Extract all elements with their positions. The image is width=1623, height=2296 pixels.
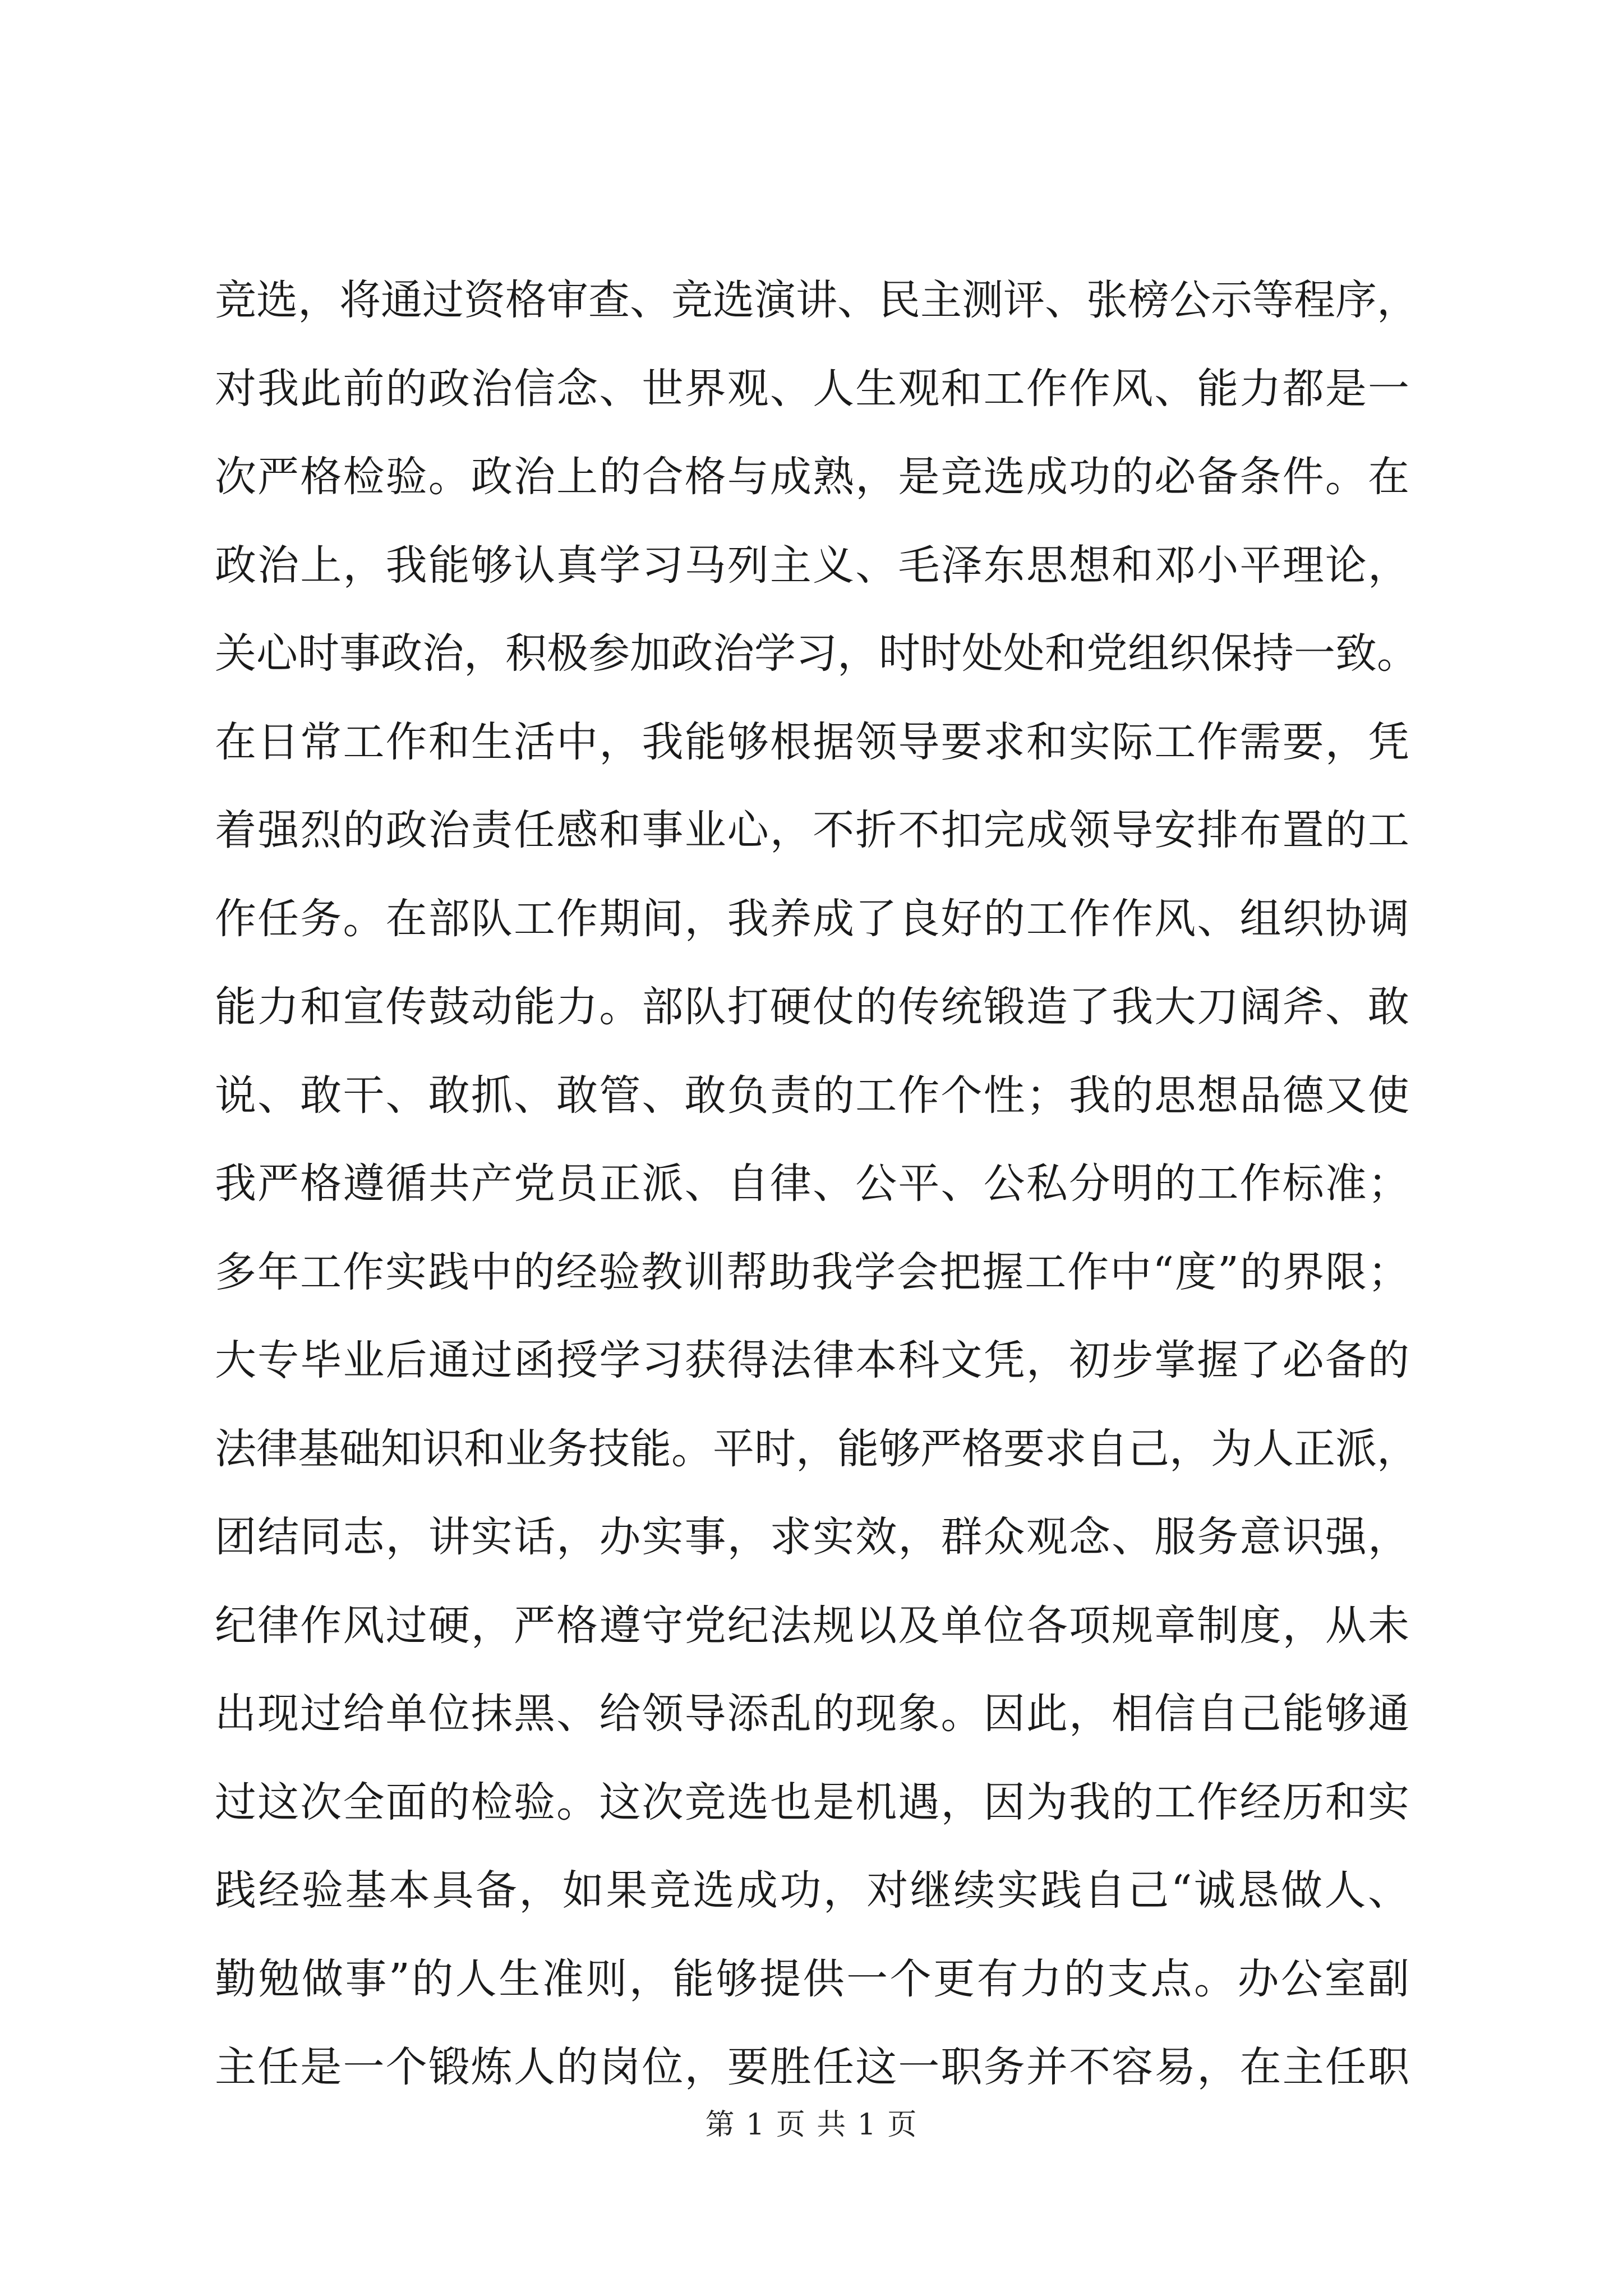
text-line: 说、敢干、敢抓、敢管、敢负责的工作个性；我的思想品德又使 — [215, 1071, 1409, 1120]
text-line: 过这次全面的检验。这次竞选也是机遇，因为我的工作经历和实 — [215, 1778, 1409, 1826]
text-line: 能力和宣传鼓动能力。部队打硬仗的传统锻造了我大刀阔斧、敢 — [215, 983, 1409, 1031]
text-line: 作任务。在部队工作期间，我养成了良好的工作作风、组织协调 — [215, 894, 1409, 943]
text-line: 关心时事政治，积极参加政治学习，时时处处和党组织保持一致。 — [215, 629, 1418, 678]
text-line: 竞选，将通过资格审查、竞选演讲、民主测评、张榜公示等程序， — [215, 276, 1418, 324]
text-line: 勤勉做事”的人生准则，能够提供一个更有力的支点。办公室副 — [215, 1954, 1409, 2003]
text-line: 政治上，我能够认真学习马列主义、毛泽东思想和邓小平理论， — [215, 541, 1409, 590]
text-line: 对我此前的政治信念、世界观、人生观和工作作风、能力都是一 — [215, 364, 1409, 413]
page-footer — [0, 2101, 1623, 2143]
text-line: 次严格检验。政治上的合格与成熟，是竞选成功的必备条件。在 — [215, 453, 1409, 501]
text-line: 主任是一个锻炼人的岗位，要胜任这一职务并不容易，在主任职 — [215, 2043, 1409, 2091]
body-text — [215, 256, 1418, 2112]
text-line: 团结同志，讲实话，办实事，求实效，群众观念、服务意识强， — [215, 1513, 1409, 1561]
text-line: 出现过给单位抹黑、给领导添乱的现象。因此，相信自己能够通 — [215, 1690, 1409, 1738]
text-line: 多年工作实践中的经验教训帮助我学会把握工作中“度”的界限； — [215, 1248, 1409, 1296]
text-line: 法律基础知识和业务技能。平时，能够严格要求自己，为人正派， — [215, 1424, 1418, 1473]
text-line: 纪律作风过硬，严格遵守党纪法规以及单位各项规章制度，从未 — [215, 1601, 1409, 1650]
text-line: 践经验基本具备，如果竞选成功，对继续实践自己“诚恳做人、 — [215, 1866, 1409, 1915]
page-number: 第 1 页 共 1 页 — [705, 2108, 918, 2142]
text-line: 大专毕业后通过函授学习获得法律本科文凭，初步掌握了必备的 — [215, 1336, 1409, 1384]
text-line: 在日常工作和生活中，我能够根据领导要求和实际工作需要，凭 — [215, 717, 1409, 766]
text-line: 我严格遵循共产党员正派、自律、公平、公私分明的工作标准； — [215, 1159, 1409, 1208]
text-line: 着强烈的政治责任感和事业心，不折不扣完成领导安排布置的工 — [215, 806, 1409, 854]
